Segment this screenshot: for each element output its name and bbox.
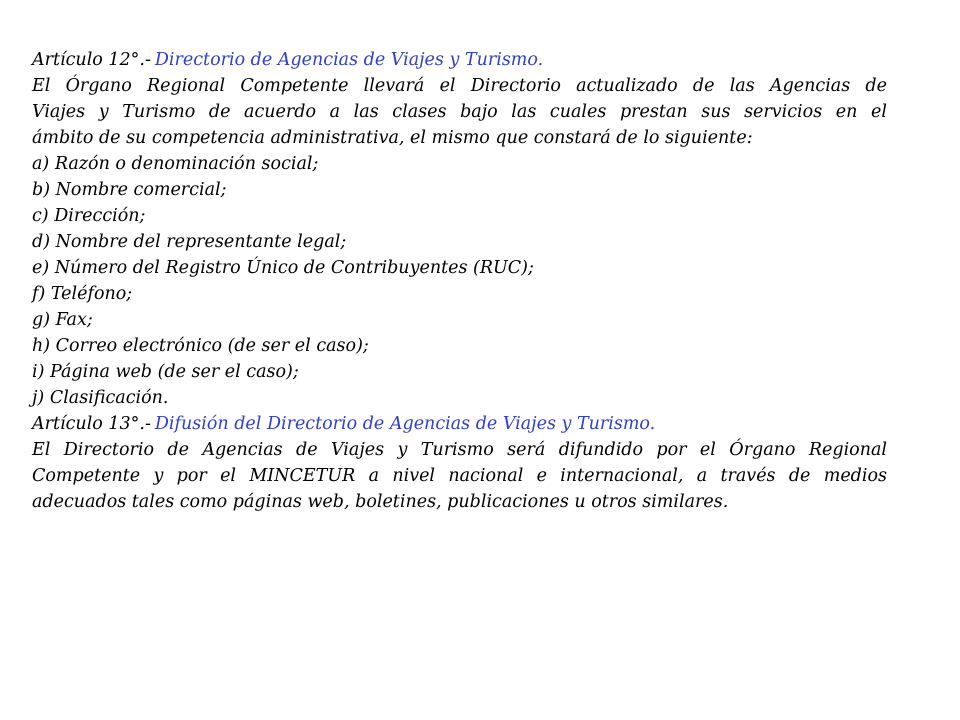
list-item: d) Nombre del representante legal; <box>32 232 347 252</box>
article-12-body-line-2: Viajes y Turismo de acuerdo a las clases bajo las cuales prestan sus servicios en el <box>32 102 887 122</box>
article-13-label: Artículo 13°.- <box>32 414 151 434</box>
list-item: i) Página web (de ser el caso); <box>32 362 299 382</box>
article-12-body-line-1: El Órgano Regional Competente llevará el Directorio actualizado de las Agencias de <box>32 76 887 96</box>
document-page <box>32 47 887 515</box>
list-item: e) Número del Registro Único de Contribuyentes (RUC); <box>32 258 534 278</box>
article-12-body-line-3: ámbito de su competencia administrativa, el mismo que constará de lo siguiente: <box>32 128 753 148</box>
list-item: b) Nombre comercial; <box>32 180 227 200</box>
article-13-body-line-2: Competente y por el MINCETUR a nivel nacional e internacional, a través de medios <box>32 466 887 486</box>
list-item: h) Correo electrónico (de ser el caso); <box>32 336 369 356</box>
article-12-title: Directorio de Agencias de Viajes y Turismo. <box>154 50 544 70</box>
list-item: j) Clasificación. <box>32 388 169 408</box>
list-item: a) Razón o denominación social; <box>32 154 319 174</box>
article-13-body-line-3: adecuados tales como páginas web, boletines, publicaciones u otros similares. <box>32 492 729 512</box>
article-12-label: Artículo 12°.- <box>32 50 151 70</box>
list-item: c) Dirección; <box>32 206 146 226</box>
list-item: g) Fax; <box>32 310 93 330</box>
article-12-heading <box>32 47 887 73</box>
article-12-list <box>32 151 887 411</box>
article-13-title: Difusión del Directorio de Agencias de Viajes y Turismo. <box>154 414 656 434</box>
article-13-body-line-1: El Directorio de Agencias de Viajes y Turismo será difundido por el Órgano Regional <box>32 440 887 460</box>
article-13-heading <box>32 411 887 437</box>
list-item: f) Teléfono; <box>32 284 133 304</box>
